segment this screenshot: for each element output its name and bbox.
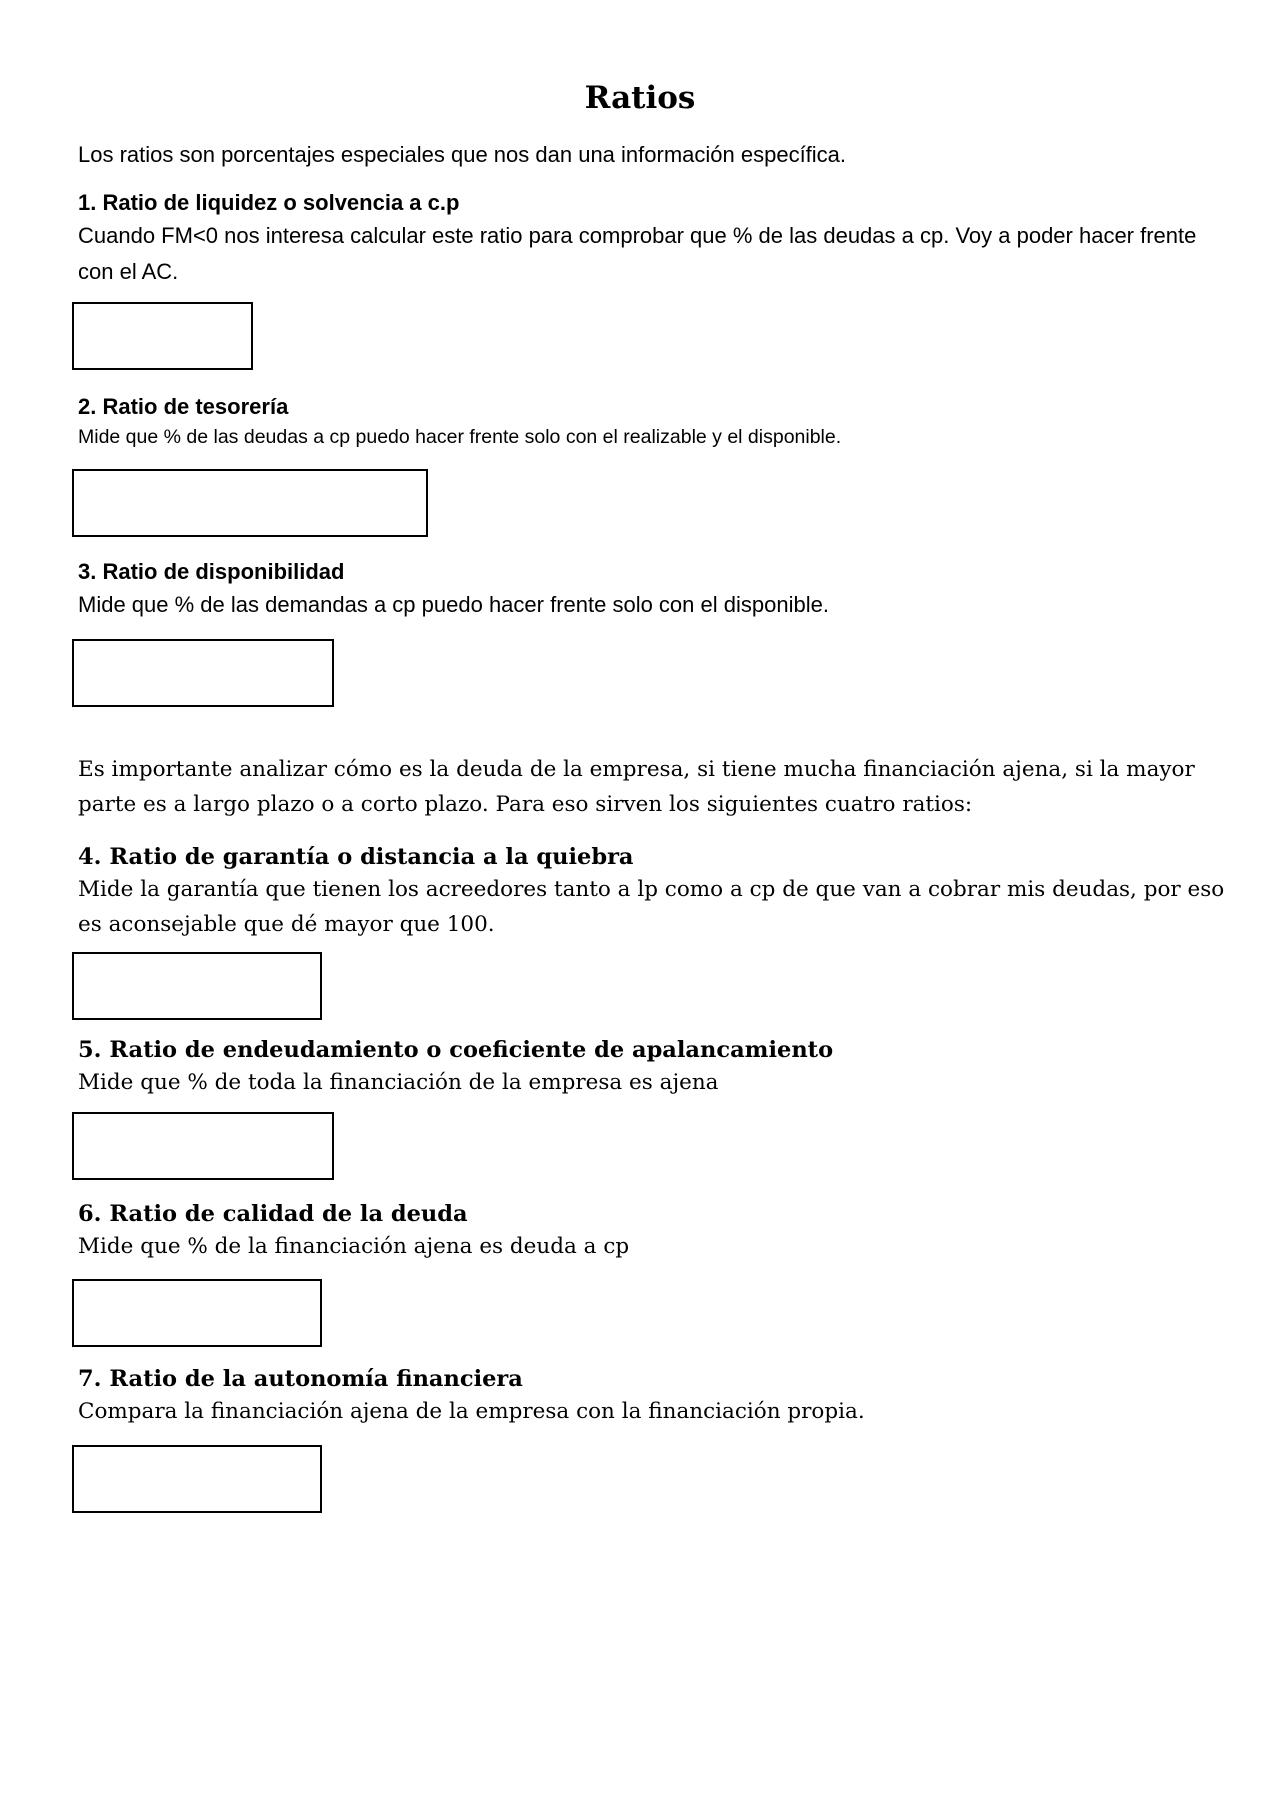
debt-paragraph: Es importante analizar cómo es la deuda de la empresa, si tiene mucha financiación ajena, si la mayor parte es a largo plazo o a corto plazo. Para eso sirven los siguientes cuatro ratios:: [78, 757, 1195, 817]
answer-box-1[interactable]: [72, 302, 253, 370]
answer-box-7[interactable]: [72, 1445, 322, 1513]
section-7: [78, 1364, 1228, 1429]
section-description: Mide que % de las demandas a cp puedo hacer frente solo con el disponible.: [78, 592, 829, 617]
section-heading: 3. Ratio de disponibilidad: [78, 559, 345, 584]
intro-text: Los ratios son porcentajes especiales que nos dan una información específica.: [78, 142, 847, 167]
section-description: Compara la financiación ajena de la empresa con la financiación propia.: [78, 1399, 865, 1424]
section-1: [78, 188, 1228, 290]
answer-box-5[interactable]: [72, 1112, 334, 1180]
section-heading: 5. Ratio de endeudamiento o coeficiente de apalancamiento: [78, 1037, 834, 1063]
section-2: [78, 392, 1228, 452]
section-heading: 4. Ratio de garantía o distancia a la quiebra: [78, 844, 634, 870]
section-description: Mide la garantía que tienen los acreedores tanto a lp como a cp de que van a cobrar mis deudas, por eso es aconsejable que dé mayor que 100.: [78, 877, 1225, 937]
answer-box-3[interactable]: [72, 639, 334, 707]
section-3: [78, 557, 1228, 623]
section-6: [78, 1199, 1228, 1264]
section-heading: 7. Ratio de la autonomía financiera: [78, 1366, 523, 1392]
section-description: Mide que % de toda la financiación de la empresa es ajena: [78, 1070, 719, 1095]
section-5: [78, 1035, 1228, 1100]
answer-box-6[interactable]: [72, 1279, 322, 1347]
section-description: Mide que % de la financiación ajena es deuda a cp: [78, 1234, 630, 1259]
section-description: Cuando FM<0 nos interesa calcular este ratio para comprobar que % de las deudas a cp. Voy a poder hacer frente con el AC.: [78, 223, 1197, 284]
section-heading: 6. Ratio de calidad de la deuda: [78, 1201, 468, 1227]
answer-box-4[interactable]: [72, 952, 322, 1020]
answer-box-2[interactable]: [72, 469, 428, 537]
section-description: Mide que % de las deudas a cp puedo hacer frente solo con el realizable y el disponible.: [78, 426, 842, 448]
section-heading: 1. Ratio de liquidez o solvencia a c.p: [78, 190, 460, 215]
section-4: [78, 842, 1228, 942]
page-title: Ratios: [584, 80, 696, 116]
section-heading: 2. Ratio de tesorería: [78, 394, 289, 419]
